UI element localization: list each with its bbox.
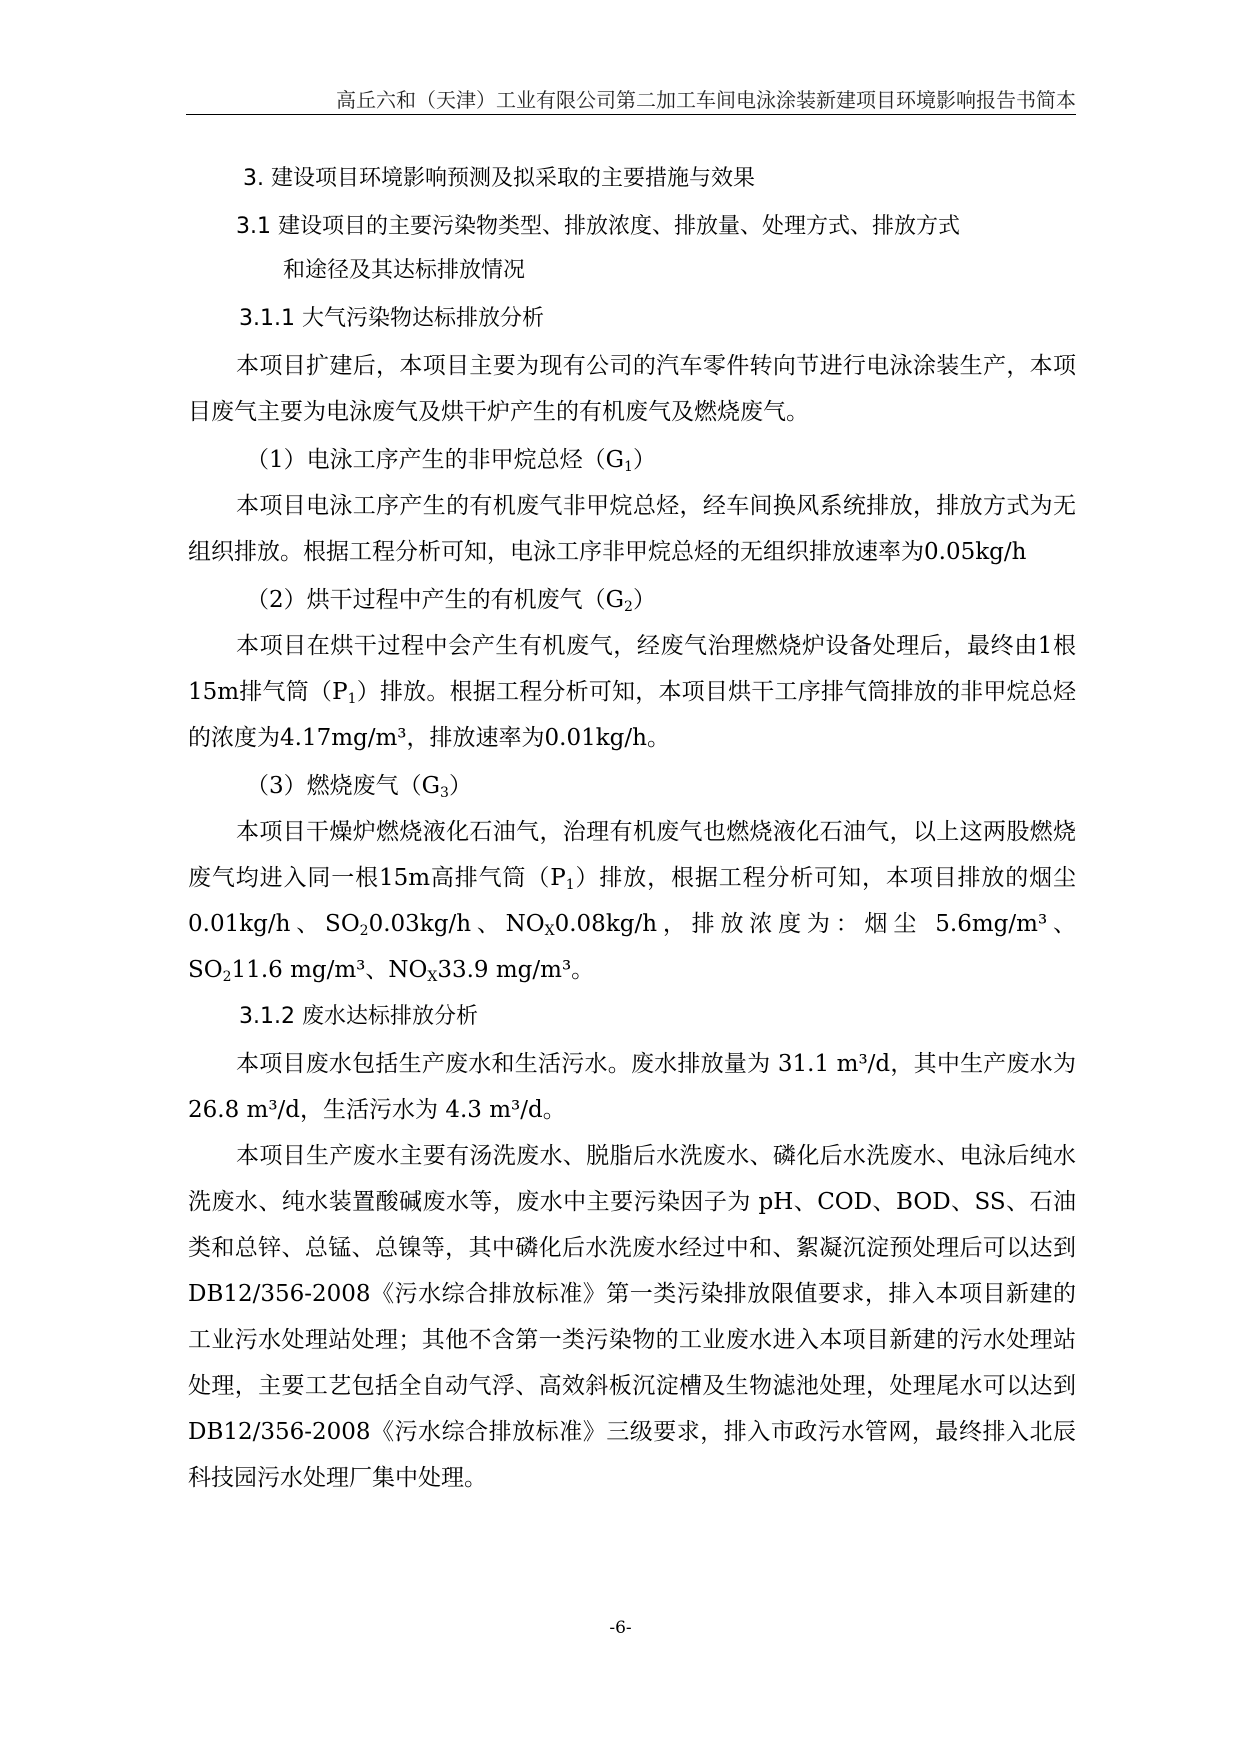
header-rule xyxy=(186,114,1076,115)
section-3-1-2-heading: 3.1.2 废水达标排放分析 xyxy=(239,1004,478,1029)
air-intro-paragraph: 本项目扩建后，本项目主要为现有公司的汽车零件转向节进行电泳涂装生产，本项目废气主要为电泳废气及烘干炉产生的有机废气及燃烧废气。 xyxy=(188,353,1076,425)
g3-paragraph: 本项目干燥炉燃烧液化石油气，治理有机废气也燃烧液化石油气，以上这两股燃烧废气均进入同一根15m高排气筒$(P_1)$排放，根据工程分析可知，本项目排放的烟尘 0.01kg/h、$SO_20.03kg/h$、$NO_X0.08kg/h$，排放浓度为：烟尘 5.6mg/m³、$SO_211.6$ mg/m³、$NO_X33.9$ mg/m³。 xyxy=(188,819,1076,985)
page-body xyxy=(188,155,1076,1501)
section-3-1-heading-line2: 和途径及其达标排放情况 xyxy=(283,258,526,283)
running-header: 高丘六和（天津）工业有限公司第二加工车间电泳涂装新建项目环境影响报告书简本 xyxy=(336,88,1076,112)
g1-paragraph: 本项目电泳工序产生的有机废气非甲烷总烃，经车间换风系统排放，排放方式为无组织排放。根据工程分析可知，电泳工序非甲烷总烃的无组织排放速率为0.05kg/h xyxy=(188,493,1076,565)
g2-heading: （2）烘干过程中产生的有机废气$(G_2)$ xyxy=(246,587,656,615)
wastewater-paragraph-1: 本项目废水包括生产废水和生活污水。废水排放量为 31.1 m³/d，其中生产废水为 26.8 m³/d，生活污水为 4.3 m³/d。 xyxy=(188,1051,1076,1123)
section-3-1-1-heading: 3.1.1 大气污染物达标排放分析 xyxy=(239,306,544,331)
g2-paragraph: 本项目在烘干过程中会产生有机废气，经废气治理燃烧炉设备处理后，最终由1根15m排气筒$(P_1)$排放。根据工程分析可知，本项目烘干工序排气筒排放的非甲烷总烃的浓度为4.17mg/m³，排放速率为0.01kg/h。 xyxy=(188,633,1077,751)
wastewater-paragraph-2: 本项目生产废水主要有汤洗废水、脱脂后水洗废水、磷化后水洗废水、电泳后纯水洗废水、纯水装置酸碱废水等，废水中主要污染因子为 pH、COD、BOD、SS、石油类和总锌、总锰、总镍等，其中磷化后水洗废水经过中和、絮凝沉淀预处理后可以达到 DB12/356-2008《污水综合排放标准》第一类污染排放限值要求，排入本项目新建的工业污水处理站处理；其他不含第一类污染物的工业废水进入本项目新建的污水处理站处理，主要工艺包括全自动气浮、高效斜板沉淀槽及生物滤池处理，处理尾水可以达到 DB12/356-2008《污水综合排放标准》三级要求，排入市政污水管网，最终排入北辰科技园污水处理厂集中处理。 xyxy=(188,1143,1076,1491)
section-3-1-heading-line1: 3.1 建设项目的主要污染物类型、排放浓度、排放量、处理方式、排放方式 xyxy=(236,214,960,239)
section-3-heading: 3. 建设项目环境影响预测及拟采取的主要措施与效果 xyxy=(243,166,755,191)
g1-heading: （1）电泳工序产生的非甲烷总烃$(G_1)$ xyxy=(246,447,656,475)
page-number: -6- xyxy=(609,1618,632,1638)
g3-heading: （3）燃烧废气$(G_3)$ xyxy=(246,773,472,801)
